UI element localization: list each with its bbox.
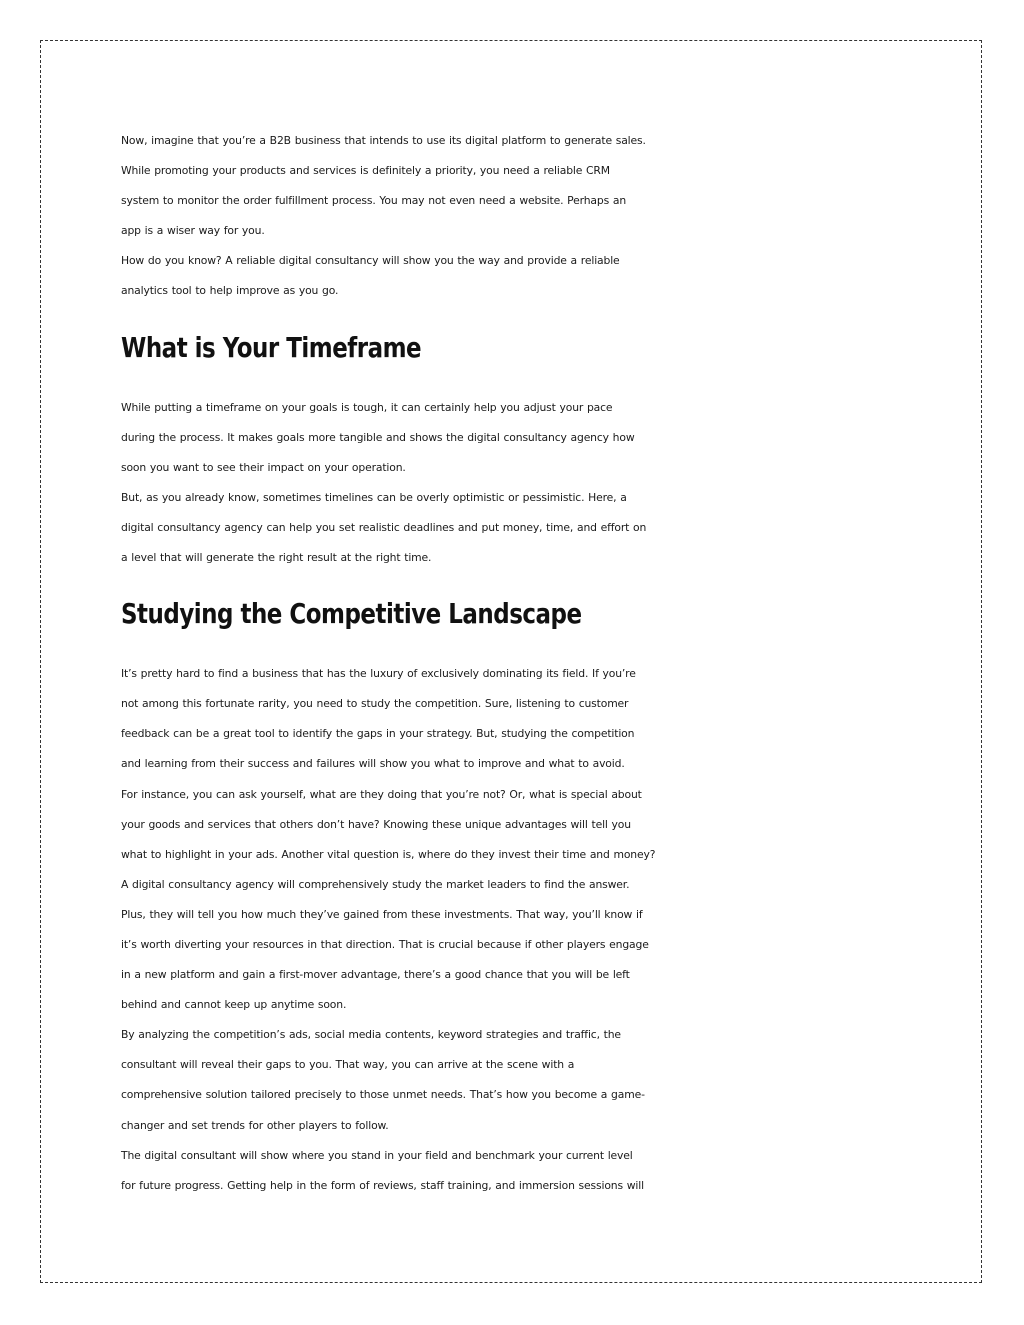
text-line: While promoting your products and services is definitely a priority, you need a reliable CRM	[121, 164, 610, 178]
text-line: it’s worth diverting your resources in that direction. That is crucial because if other players engage	[121, 937, 649, 951]
text-line: Now, imagine that you’re a B2B business that intends to use its digital platform to generate sales.	[121, 134, 646, 147]
text-line: changer and set trends for other players to follow.	[121, 1118, 389, 1132]
text-line: The digital consultant will show where you stand in your field and benchmark your current level	[121, 1148, 633, 1162]
text-line: But, as you already know, sometimes timelines can be overly optimistic or pessimistic. Here, a	[121, 490, 627, 504]
text-line: a level that will generate the right result at the right time.	[121, 551, 432, 565]
competition-paragraph-1	[121, 659, 921, 779]
section-heading-timeframe: What is Your Timeframe	[121, 330, 422, 364]
text-line: A digital consultancy agency will comprehensively study the market leaders to find the answer.	[121, 877, 630, 891]
text-line: not among this fortunate rarity, you need to study the competition. Sure, listening to customer	[121, 697, 629, 711]
text-line: digital consultancy agency can help you set realistic deadlines and put money, time, and effort on	[121, 520, 647, 534]
text-line: For instance, you can ask yourself, what are they doing that you’re not? Or, what is special about	[121, 787, 642, 801]
text-line: By analyzing the competition’s ads, social media contents, keyword strategies and traffic, the	[121, 1028, 621, 1042]
text-line: While putting a timeframe on your goals is tough, it can certainly help you adjust your pace	[121, 400, 613, 414]
section-heading-competition: Studying the Competitive Landscape	[121, 597, 582, 631]
intro-paragraph-1	[121, 126, 921, 246]
text-line: It’s pretty hard to find a business that has the luxury of exclusively dominating its field. If you’re	[121, 667, 636, 681]
text-line: app is a wiser way for you.	[121, 224, 265, 238]
timeframe-paragraph-2	[121, 483, 921, 573]
timeframe-paragraph-1	[121, 393, 921, 483]
document-body	[121, 126, 921, 1201]
text-line: and learning from their success and failures will show you what to improve and what to avoid.	[121, 757, 625, 771]
competition-paragraph-4	[121, 1141, 921, 1201]
text-line: How do you know? A reliable digital consultancy will show you the way and provide a reliable	[121, 254, 620, 268]
text-line: for future progress. Getting help in the form of reviews, staff training, and immersion sessions will	[121, 1178, 644, 1192]
text-line: feedback can be a great tool to identify the gaps in your strategy. But, studying the competition	[121, 727, 635, 741]
text-line: analytics tool to help improve as you go.	[121, 284, 339, 298]
text-line: during the process. It makes goals more tangible and shows the digital consultancy agency how	[121, 430, 635, 444]
text-line: behind and cannot keep up anytime soon.	[121, 998, 347, 1012]
text-line: in a new platform and gain a first-mover advantage, there’s a good chance that you will be left	[121, 968, 630, 982]
text-line: Plus, they will tell you how much they’ve gained from these investments. That way, you’ll know if	[121, 907, 643, 921]
text-line: what to highlight in your ads. Another vital question is, where do they invest their time and money?	[121, 847, 656, 861]
text-line: soon you want to see their impact on your operation.	[121, 460, 406, 474]
text-line: your goods and services that others don’t have? Knowing these unique advantages will tell you	[121, 817, 631, 831]
text-line: comprehensive solution tailored precisely to those unmet needs. That’s how you become a game-	[121, 1088, 645, 1102]
competition-paragraph-3	[121, 1020, 921, 1140]
competition-paragraph-2	[121, 780, 921, 1021]
intro-paragraph-2	[121, 246, 921, 306]
text-line: consultant will reveal their gaps to you. That way, you can arrive at the scene with a	[121, 1058, 575, 1072]
text-line: system to monitor the order fulfillment process. You may not even need a website. Perhaps an	[121, 194, 627, 208]
